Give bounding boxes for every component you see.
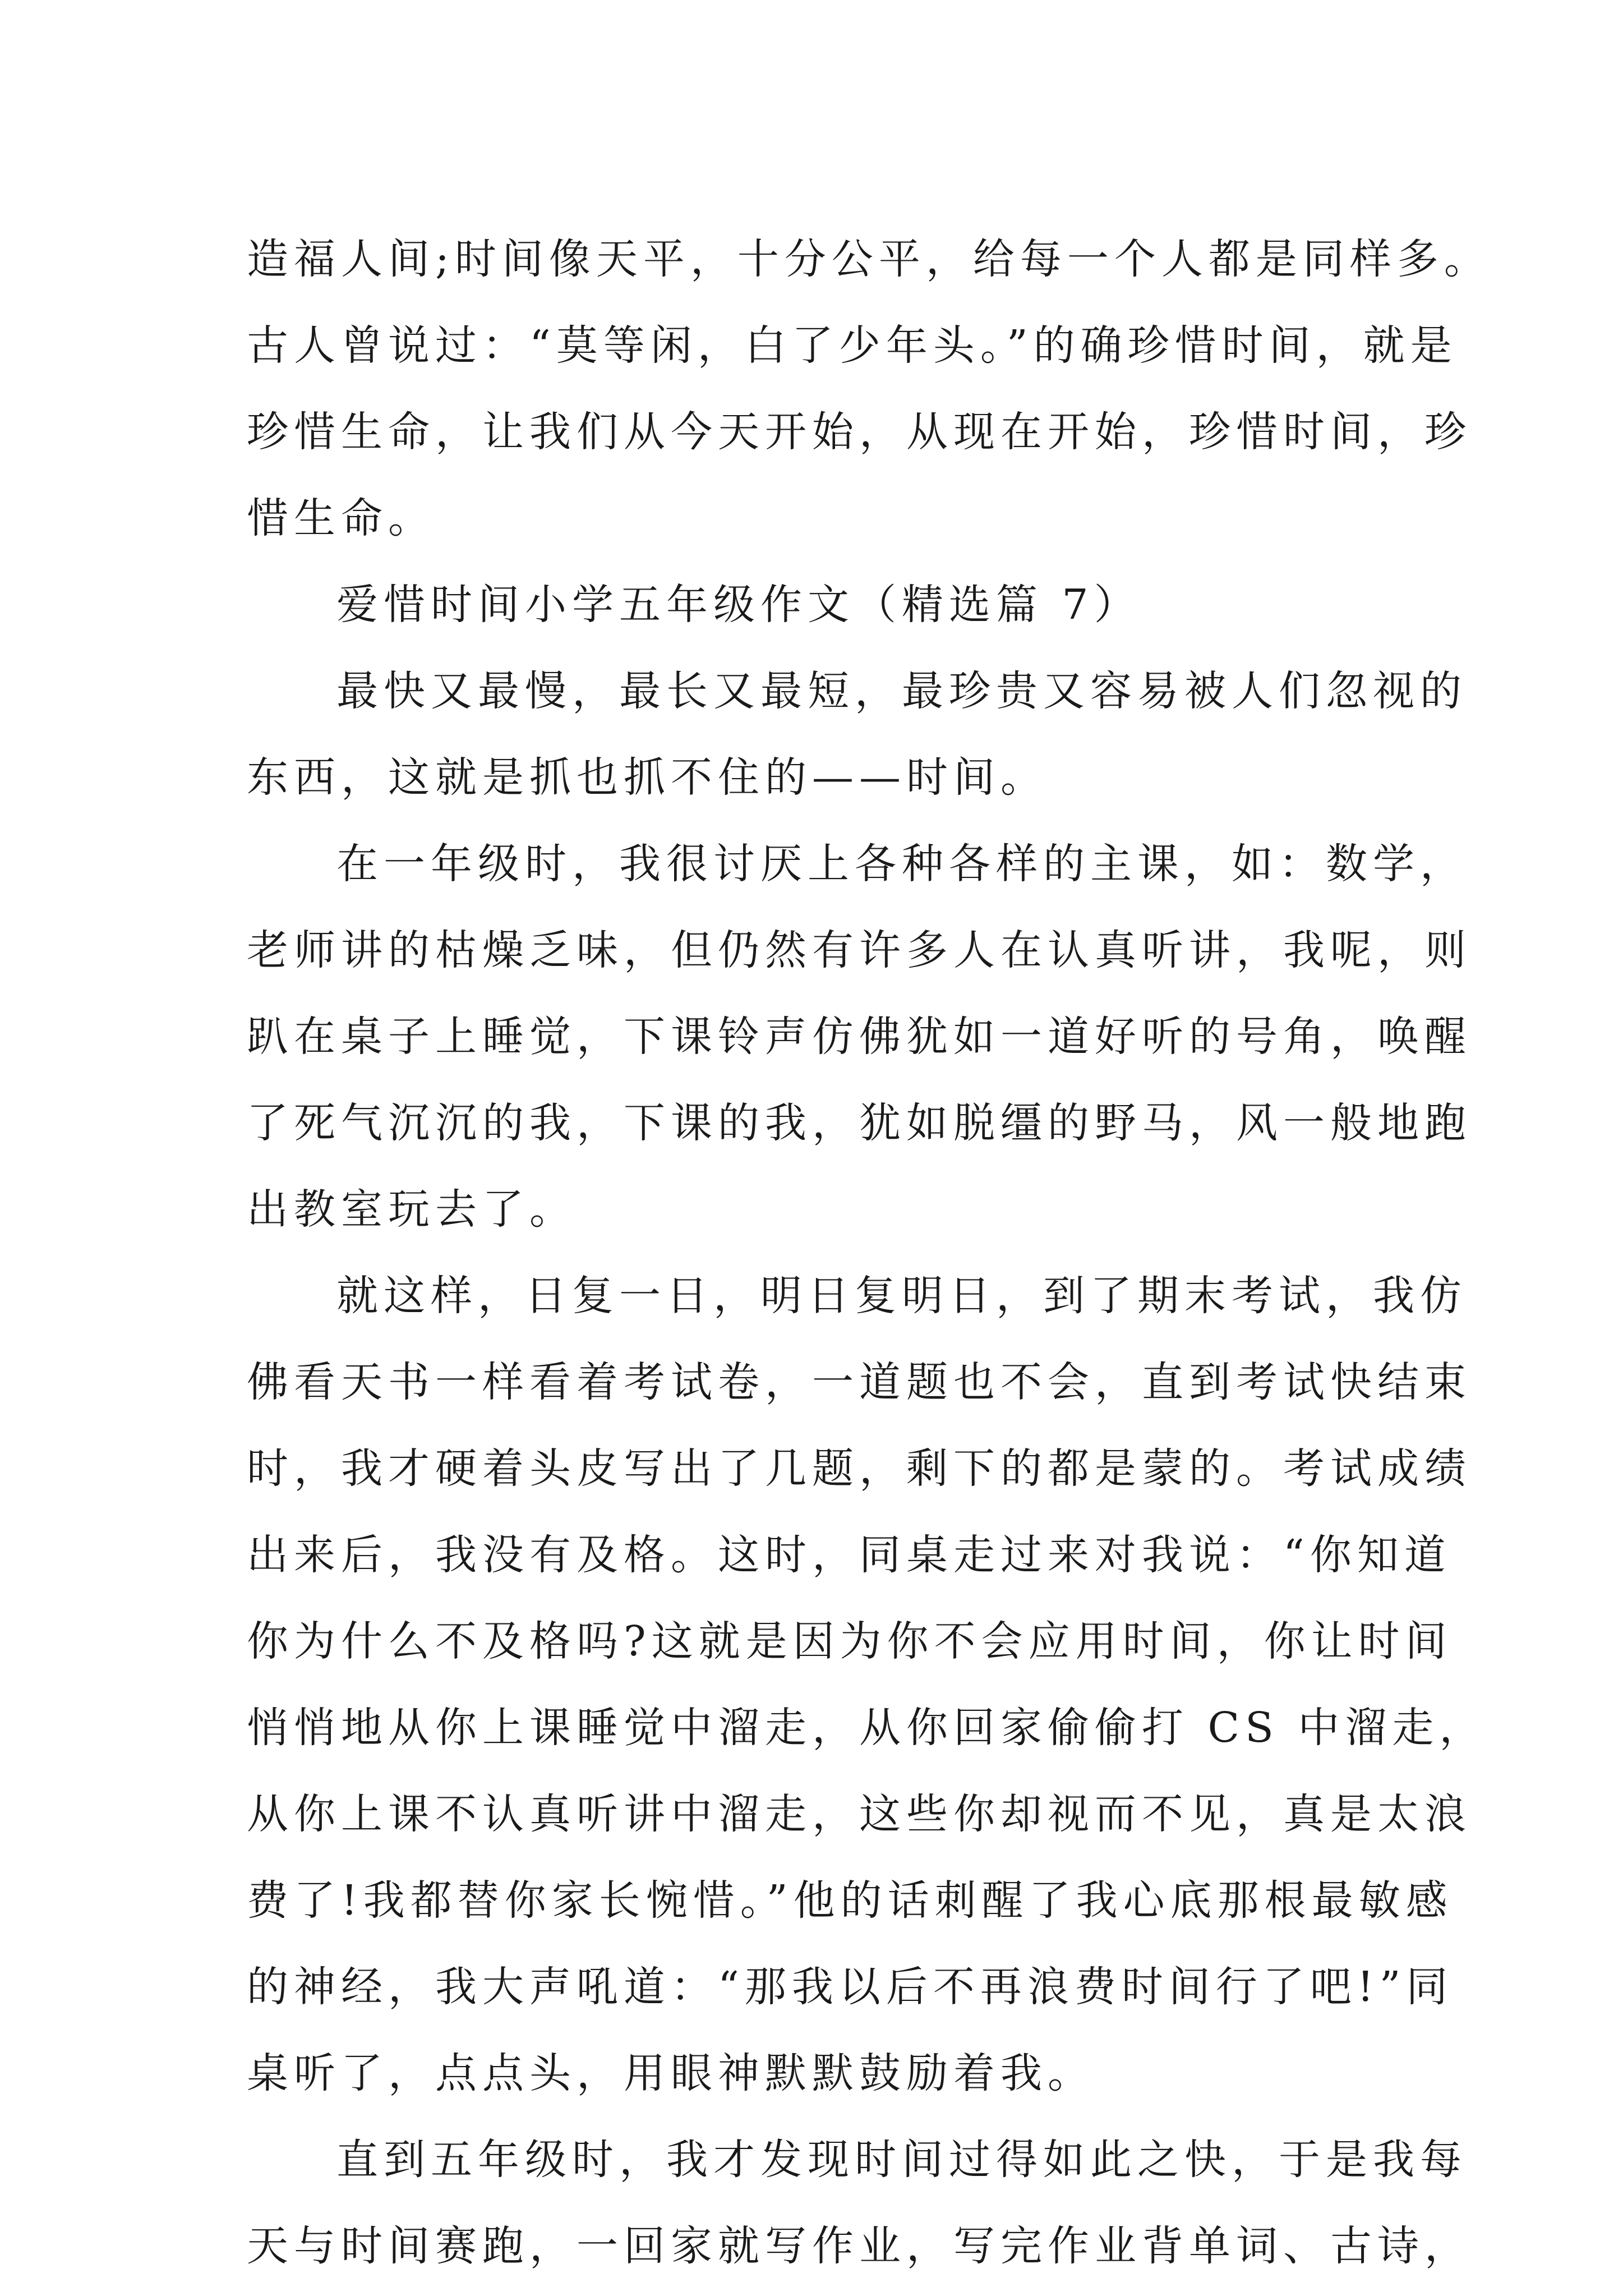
text-line: 东西，这就是抓也抓不住的——时间。 <box>247 753 1048 802</box>
text-line: 从你上课不认真听讲中溜走，这些你却视而不见，真是太浪 <box>247 1790 1472 1838</box>
paragraph <box>247 1253 1487 2116</box>
text-line: 珍惜生命，让我们从今天开始，从现在开始，珍惜时间，珍 <box>247 408 1472 456</box>
text-line: 惜生命。 <box>247 494 435 542</box>
text-line: 就这样，日复一日，明日复明日，到了期末考试，我仿 <box>336 1272 1467 1320</box>
text-line: 了死气沉沉的我，下课的我，犹如脱缰的野马，风一般地跑 <box>247 1099 1472 1147</box>
text-line: 的神经，我大声吼道：“那我以后不再浪费时间行了吧!”同 <box>247 1963 1454 2011</box>
text-line: 桌听了，点点头，用眼神默默鼓励着我。 <box>247 2049 1095 2097</box>
text-line: 悄悄地从你上课睡觉中溜走，从你回家偷偷打 CS 中溜走， <box>247 1704 1487 1752</box>
text-line: 时，我才硬着头皮写出了几题，剩下的都是蒙的。考试成绩 <box>247 1444 1472 1493</box>
section-heading <box>247 562 1408 648</box>
text-line: 出来后，我没有及格。这时，同桌走过来对我说：“你知道 <box>247 1531 1451 1579</box>
text-line: 在一年级时，我很讨厌上各种各样的主课，如：数学， <box>336 840 1467 888</box>
text-line: 最快又最慢，最长又最短，最珍贵又容易被人们忽视的 <box>336 667 1467 715</box>
text-line: 造福人间;时间像天平，十分公平，给每一个人都是同样多。 <box>247 235 1491 283</box>
text-line: 直到五年级时，我才发现时间过得如此之快，于是我每 <box>336 2136 1467 2184</box>
heading-text: 爱惜时间小学五年级作文（精选篇 7） <box>336 581 1141 629</box>
text-line: 古人曾说过：“莫等闲，白了少年头。”的确珍惜时间，就是 <box>247 321 1458 370</box>
text-line: 费了!我都替你家长惋惜。”他的话刺醒了我心底那根最敏感 <box>247 1876 1453 1925</box>
text-line: 你为什么不及格吗?这就是因为你不会应用时间，你让时间 <box>247 1617 1453 1665</box>
text-line: 趴在桌子上睡觉，下课铃声仿佛犹如一道好听的号角，唤醒 <box>247 1013 1472 1061</box>
paragraph <box>247 648 1467 821</box>
text-line: 天与时间赛跑，一回家就写作业，写完作业背单词、古诗， <box>247 2222 1472 2270</box>
text-line: 老师讲的枯燥乏味，但仍然有许多人在认真听讲，我呢，则 <box>247 926 1472 974</box>
paragraph <box>247 821 1472 1253</box>
paragraph <box>247 2116 1472 2289</box>
text-line: 佛看天书一样看着考试卷，一道题也不会，直到考试快结束 <box>247 1358 1472 1406</box>
document-body <box>247 216 1491 2289</box>
text-line: 出教室玩去了。 <box>247 1185 577 1234</box>
paragraph <box>247 216 1491 562</box>
